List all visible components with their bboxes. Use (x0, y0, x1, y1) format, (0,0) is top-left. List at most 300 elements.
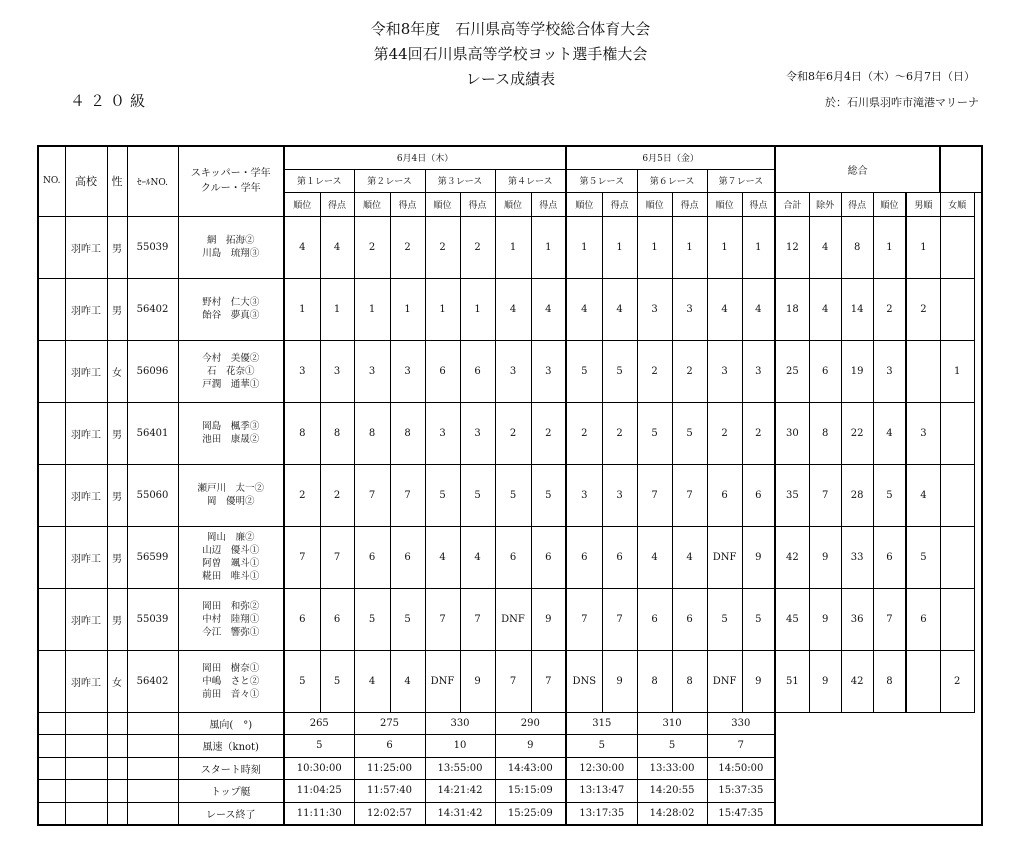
condition-value-race-7: 14:50:00 (707, 757, 775, 780)
team-total: 51 (775, 650, 809, 712)
team-school: 羽咋工 (65, 650, 107, 712)
race-4-rank: DNF (495, 588, 531, 650)
team-score: 36 (841, 588, 873, 650)
header-crew-line-1: スキッパー・学年 (190, 168, 271, 180)
header-rank-race-7: 順位 (707, 192, 742, 216)
crew-member: 戸潤 通華① (202, 378, 260, 390)
condition-blank-cell (107, 757, 127, 780)
header-rank-race-4: 順位 (495, 192, 531, 216)
team-no (38, 278, 65, 340)
header-overall-rank: 順位 (873, 192, 906, 216)
results-table (37, 145, 983, 826)
team-row (38, 526, 982, 588)
team-school: 羽咋工 (65, 402, 107, 464)
team-total: 35 (775, 464, 809, 526)
race-2-points: 6 (390, 526, 425, 588)
race-5-rank: DNS (566, 650, 602, 712)
race-2-points: 2 (390, 216, 425, 278)
team-sex: 男 (107, 278, 127, 340)
condition-blank-cell (127, 802, 178, 825)
condition-value-race-5: 13:13:47 (566, 780, 637, 803)
header-excluded: 除外 (809, 192, 841, 216)
race-3-points: 1 (460, 278, 495, 340)
race-3-rank: 7 (425, 588, 460, 650)
race-5-points: 5 (602, 340, 637, 402)
team-sex: 男 (107, 216, 127, 278)
condition-rows (38, 712, 982, 825)
race-3-rank: 1 (425, 278, 460, 340)
race-6-rank: 2 (637, 340, 672, 402)
race-5-points: 3 (602, 464, 637, 526)
team-rows (38, 216, 982, 712)
condition-blank-cell (127, 757, 178, 780)
race-5-points: 7 (602, 588, 637, 650)
header-girls-rank: 女順 (940, 192, 974, 216)
team-boys-rank: 5 (906, 526, 940, 588)
header-rank-race-1: 順位 (284, 192, 320, 216)
crew-member: 川島 琉翔③ (202, 248, 260, 259)
team-row (38, 464, 982, 526)
race-1-rank: 3 (284, 340, 320, 402)
race-3-points: 5 (460, 464, 495, 526)
header-overall: 総合 (775, 146, 940, 192)
race-2-points: 8 (390, 402, 425, 464)
team-girls-rank (940, 216, 974, 278)
header-race-6: 第６レース (637, 169, 707, 192)
crew-member: 石 花奈① (206, 365, 255, 377)
team-crew (178, 340, 284, 402)
race-4-rank: 1 (495, 216, 531, 278)
race-7-points: 5 (742, 588, 775, 650)
condition-value-race-1: 11:11:30 (284, 802, 354, 825)
condition-value-race-4: 15:15:09 (495, 780, 566, 803)
header-overall-blank (940, 146, 982, 192)
team-boys-rank: 4 (906, 464, 940, 526)
document-title-line-1: 令和8年度 石川県高等学校総合体育大会 (370, 20, 651, 38)
team-row (38, 278, 982, 340)
team-sail-no: 55060 (127, 464, 178, 526)
condition-blank-cell (127, 735, 178, 758)
race-7-rank: 6 (707, 464, 742, 526)
race-6-rank: 8 (637, 650, 672, 712)
condition-blank-cell (107, 712, 127, 735)
team-row (38, 340, 982, 402)
team-crew (178, 464, 284, 526)
race-2-rank: 8 (354, 402, 390, 464)
condition-value-race-2: 11:25:00 (354, 757, 425, 780)
team-girls-rank (940, 526, 974, 588)
race-6-rank: 3 (637, 278, 672, 340)
condition-value-race-6: 14:20:55 (637, 780, 707, 803)
race-6-rank: 4 (637, 526, 672, 588)
race-1-rank: 1 (284, 278, 320, 340)
race-7-points: 6 (742, 464, 775, 526)
race-3-points: 6 (460, 340, 495, 402)
team-school: 羽咋工 (65, 216, 107, 278)
crew-member: 岡 優明② (206, 496, 255, 507)
header-points-race-3: 得点 (460, 192, 495, 216)
race-1-points: 5 (320, 650, 354, 712)
team-row (38, 216, 982, 278)
race-7-points: 4 (742, 278, 775, 340)
condition-value-race-1: 5 (284, 735, 354, 758)
condition-blank-cell (65, 780, 107, 803)
race-1-points: 3 (320, 340, 354, 402)
condition-value-race-5: 5 (566, 735, 637, 758)
team-sex: 男 (107, 526, 127, 588)
team-score: 8 (841, 216, 873, 278)
crew-member: 中村 陸翔① (202, 613, 260, 625)
crew-member: 瀬戸川 太一② (197, 483, 264, 494)
condition-value-race-7: 15:47:35 (707, 802, 775, 825)
condition-value-race-7: 330 (707, 712, 775, 735)
crew-member: 網 拓海② (206, 235, 255, 246)
race-4-rank: 4 (495, 278, 531, 340)
race-4-points: 5 (531, 464, 566, 526)
team-rank: 1 (873, 216, 906, 278)
header-total: 合計 (775, 192, 809, 216)
race-7-points: 2 (742, 402, 775, 464)
team-score: 14 (841, 278, 873, 340)
race-6-rank: 6 (637, 588, 672, 650)
header-race-1: 第１レース (284, 169, 354, 192)
team-sail-no: 56402 (127, 650, 178, 712)
header-sail-no: ｾｰﾙNO. (127, 146, 178, 216)
team-no (38, 526, 65, 588)
race-5-rank: 2 (566, 402, 602, 464)
header-rank-race-3: 順位 (425, 192, 460, 216)
condition-value-race-3: 10 (425, 735, 495, 758)
race-7-points: 9 (742, 526, 775, 588)
condition-row (38, 712, 982, 735)
team-excluded: 9 (809, 526, 841, 588)
condition-blank-cell (38, 757, 65, 780)
race-5-points: 9 (602, 650, 637, 712)
condition-value-race-1: 11:04:25 (284, 780, 354, 803)
team-rank: 8 (873, 650, 906, 712)
team-excluded: 9 (809, 588, 841, 650)
team-score: 19 (841, 340, 873, 402)
team-sex: 女 (107, 650, 127, 712)
race-5-rank: 4 (566, 278, 602, 340)
header-score: 得点 (841, 192, 873, 216)
condition-value-race-6: 5 (637, 735, 707, 758)
race-5-points: 4 (602, 278, 637, 340)
team-rank: 6 (873, 526, 906, 588)
condition-value-race-2: 11:57:40 (354, 780, 425, 803)
race-3-rank: 4 (425, 526, 460, 588)
condition-label: 風速（knot) (178, 735, 284, 758)
team-girls-rank: 2 (940, 650, 974, 712)
condition-value-race-2: 275 (354, 712, 425, 735)
race-6-rank: 1 (637, 216, 672, 278)
race-4-points: 1 (531, 216, 566, 278)
header-points-race-5: 得点 (602, 192, 637, 216)
condition-value-race-6: 14:28:02 (637, 802, 707, 825)
team-girls-rank (940, 588, 974, 650)
race-2-rank: 7 (354, 464, 390, 526)
header-points-race-6: 得点 (672, 192, 707, 216)
race-6-points: 7 (672, 464, 707, 526)
race-2-points: 7 (390, 464, 425, 526)
race-2-rank: 1 (354, 278, 390, 340)
header-rank-race-6: 順位 (637, 192, 672, 216)
race-6-points: 4 (672, 526, 707, 588)
condition-value-race-5: 315 (566, 712, 637, 735)
team-no (38, 402, 65, 464)
event-dates: 令和8年6月4日（木）～6月7日（日） (786, 70, 975, 83)
race-3-rank: 5 (425, 464, 460, 526)
team-sex: 男 (107, 402, 127, 464)
crew-member: 岡田 樹奈① (202, 662, 260, 674)
team-excluded: 9 (809, 650, 841, 712)
race-2-rank: 4 (354, 650, 390, 712)
race-4-points: 9 (531, 588, 566, 650)
team-boys-rank (906, 650, 940, 712)
team-crew (178, 402, 284, 464)
crew-member: 岡島 楓季③ (202, 421, 260, 432)
condition-blank-cell (107, 802, 127, 825)
race-6-points: 8 (672, 650, 707, 712)
condition-value-race-2: 12:02:57 (354, 802, 425, 825)
header-points-race-1: 得点 (320, 192, 354, 216)
header-crew-line-2: クルー・学年 (200, 183, 261, 195)
crew-member: 今江 響弥① (202, 626, 260, 638)
condition-value-race-6: 13:33:00 (637, 757, 707, 780)
race-1-rank: 7 (284, 526, 320, 588)
crew-member: 岡田 和弥② (202, 600, 260, 612)
crew-member: 飴谷 夢真③ (202, 310, 260, 321)
team-rank: 2 (873, 278, 906, 340)
crew-member: 山辺 優斗① (202, 545, 260, 556)
race-7-points: 1 (742, 216, 775, 278)
race-4-points: 7 (531, 650, 566, 712)
event-venue: 於：石川県羽咋市滝港マリーナ (825, 96, 979, 109)
condition-blank-cell (107, 780, 127, 803)
race-1-points: 6 (320, 588, 354, 650)
race-1-points: 8 (320, 402, 354, 464)
condition-blank-cell (38, 735, 65, 758)
team-school: 羽咋工 (65, 340, 107, 402)
team-girls-rank (940, 402, 974, 464)
team-row (38, 650, 982, 712)
condition-value-race-5: 13:17:35 (566, 802, 637, 825)
header-race-2: 第２レース (354, 169, 425, 192)
team-sail-no: 56599 (127, 526, 178, 588)
team-no (38, 650, 65, 712)
race-6-points: 1 (672, 216, 707, 278)
team-crew (178, 650, 284, 712)
condition-label: 風向( °) (178, 712, 284, 735)
boat-class-label: ４２０級 (70, 92, 151, 110)
race-3-points: 7 (460, 588, 495, 650)
team-sail-no: 55039 (127, 216, 178, 278)
crew-member: 阿曽 颯斗① (202, 558, 260, 569)
race-4-rank: 6 (495, 526, 531, 588)
crew-member: 今村 美優② (202, 352, 260, 364)
header-points-race-7: 得点 (742, 192, 775, 216)
document-title-line-2: 第44回石川県高等学校ヨット選手権大会 (373, 45, 648, 63)
team-total: 25 (775, 340, 809, 402)
race-7-rank: 3 (707, 340, 742, 402)
race-3-points: 4 (460, 526, 495, 588)
team-total: 12 (775, 216, 809, 278)
crew-member: 中嶋 さと② (202, 675, 260, 687)
race-2-rank: 6 (354, 526, 390, 588)
header-boys-rank: 男順 (906, 192, 940, 216)
race-7-points: 9 (742, 650, 775, 712)
header-no: NO. (38, 146, 65, 216)
team-sex: 女 (107, 340, 127, 402)
race-7-rank: DNF (707, 650, 742, 712)
team-sex: 男 (107, 464, 127, 526)
race-3-rank: 6 (425, 340, 460, 402)
race-1-points: 2 (320, 464, 354, 526)
race-2-points: 3 (390, 340, 425, 402)
header-school: 高校 (65, 146, 107, 216)
race-6-points: 3 (672, 278, 707, 340)
race-1-rank: 2 (284, 464, 320, 526)
condition-value-race-4: 9 (495, 735, 566, 758)
race-1-points: 1 (320, 278, 354, 340)
race-3-points: 3 (460, 402, 495, 464)
race-5-rank: 6 (566, 526, 602, 588)
condition-label: トップ艇 (178, 780, 284, 803)
team-school: 羽咋工 (65, 278, 107, 340)
condition-blank-cell (38, 712, 65, 735)
team-school: 羽咋工 (65, 464, 107, 526)
team-boys-rank (906, 340, 940, 402)
race-3-points: 9 (460, 650, 495, 712)
condition-value-race-2: 6 (354, 735, 425, 758)
condition-value-race-5: 12:30:00 (566, 757, 637, 780)
team-school: 羽咋工 (65, 526, 107, 588)
race-3-rank: 2 (425, 216, 460, 278)
race-2-points: 5 (390, 588, 425, 650)
race-2-points: 1 (390, 278, 425, 340)
team-no (38, 340, 65, 402)
team-boys-rank: 3 (906, 402, 940, 464)
header-race-5: 第５レース (566, 169, 637, 192)
team-score: 22 (841, 402, 873, 464)
race-4-rank: 2 (495, 402, 531, 464)
race-1-points: 4 (320, 216, 354, 278)
race-4-rank: 3 (495, 340, 531, 402)
race-7-rank: 2 (707, 402, 742, 464)
race-4-rank: 5 (495, 464, 531, 526)
condition-value-race-1: 265 (284, 712, 354, 735)
team-sail-no: 56096 (127, 340, 178, 402)
race-7-rank: 1 (707, 216, 742, 278)
team-excluded: 4 (809, 216, 841, 278)
team-row (38, 588, 982, 650)
team-score: 28 (841, 464, 873, 526)
header-race-3: 第３レース (425, 169, 495, 192)
team-rank: 7 (873, 588, 906, 650)
condition-value-race-4: 15:25:09 (495, 802, 566, 825)
team-crew (178, 588, 284, 650)
condition-value-race-7: 15:37:35 (707, 780, 775, 803)
team-score: 33 (841, 526, 873, 588)
team-girls-rank (940, 464, 974, 526)
team-score: 42 (841, 650, 873, 712)
race-3-rank: 3 (425, 402, 460, 464)
team-no (38, 216, 65, 278)
team-sail-no: 55039 (127, 588, 178, 650)
race-2-rank: 3 (354, 340, 390, 402)
race-2-points: 4 (390, 650, 425, 712)
condition-blank-cell (65, 735, 107, 758)
team-total: 30 (775, 402, 809, 464)
team-boys-rank: 6 (906, 588, 940, 650)
team-no (38, 588, 65, 650)
team-school: 羽咋工 (65, 588, 107, 650)
condition-label: スタート時刻 (178, 757, 284, 780)
condition-blank-cell (127, 780, 178, 803)
race-5-rank: 1 (566, 216, 602, 278)
team-row (38, 402, 982, 464)
team-excluded: 4 (809, 278, 841, 340)
race-7-rank: 4 (707, 278, 742, 340)
team-excluded: 7 (809, 464, 841, 526)
race-6-points: 5 (672, 402, 707, 464)
race-6-points: 2 (672, 340, 707, 402)
race-6-rank: 5 (637, 402, 672, 464)
team-rank: 4 (873, 402, 906, 464)
race-1-rank: 5 (284, 650, 320, 712)
race-7-points: 3 (742, 340, 775, 402)
condition-blank-cell (38, 780, 65, 803)
crew-member: 前田 音々① (202, 688, 260, 700)
condition-blank-cell (65, 712, 107, 735)
condition-value-race-1: 10:30:00 (284, 757, 354, 780)
team-crew (178, 526, 284, 588)
header-day-2: 6月5日（金） (566, 146, 775, 169)
header-race-7: 第７レース (707, 169, 775, 192)
header-day-1: 6月4日（木） (284, 146, 566, 169)
condition-value-race-3: 330 (425, 712, 495, 735)
race-4-points: 3 (531, 340, 566, 402)
race-7-rank: DNF (707, 526, 742, 588)
race-5-rank: 3 (566, 464, 602, 526)
condition-value-race-3: 14:31:42 (425, 802, 495, 825)
condition-blank-cell (65, 757, 107, 780)
race-1-rank: 6 (284, 588, 320, 650)
team-girls-rank (940, 278, 974, 340)
race-5-points: 2 (602, 402, 637, 464)
crew-member: 糀田 唯斗① (202, 571, 260, 582)
team-boys-rank: 1 (906, 216, 940, 278)
team-total: 45 (775, 588, 809, 650)
team-sail-no: 56401 (127, 402, 178, 464)
team-total: 18 (775, 278, 809, 340)
condition-blank-cell (38, 802, 65, 825)
race-7-rank: 5 (707, 588, 742, 650)
conditions-empty-area (775, 712, 974, 825)
header-crew (178, 146, 284, 216)
condition-value-race-3: 13:55:00 (425, 757, 495, 780)
race-1-points: 7 (320, 526, 354, 588)
crew-member: 岡山 廉② (206, 532, 255, 543)
condition-blank-cell (127, 712, 178, 735)
team-no (38, 464, 65, 526)
race-6-points: 6 (672, 588, 707, 650)
team-rank: 3 (873, 340, 906, 402)
race-5-points: 1 (602, 216, 637, 278)
race-4-points: 6 (531, 526, 566, 588)
race-3-rank: DNF (425, 650, 460, 712)
race-2-rank: 5 (354, 588, 390, 650)
